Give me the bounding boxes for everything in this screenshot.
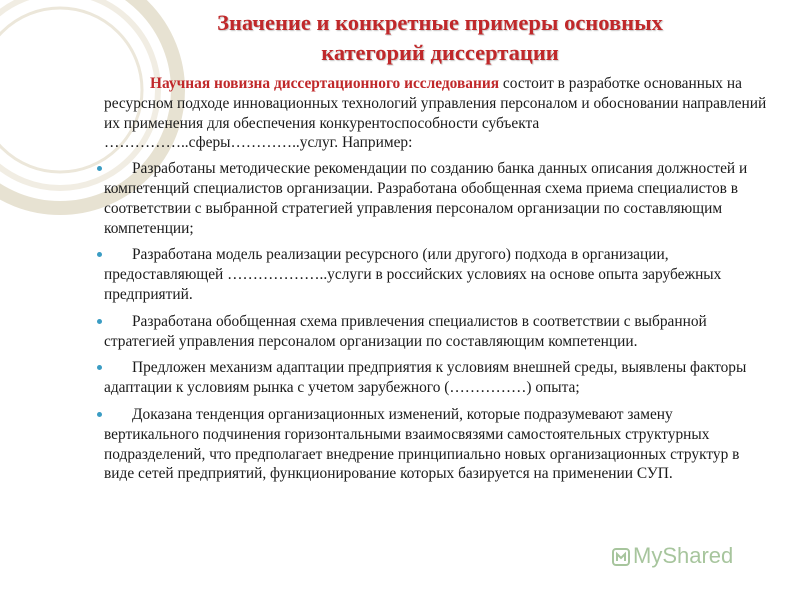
myshared-logo-icon	[612, 548, 630, 566]
list-item	[104, 312, 770, 352]
page-title	[120, 8, 760, 68]
title-line-1: Значение и конкретные примеры основных	[217, 10, 663, 35]
list-item-text: Разработана модель реализации ресурсного (или другого) подхода в организации, предоставляющей ………………..услуги в российских условиях на основе опыта зарубежных предприятий.	[104, 246, 722, 303]
watermark-text: MyShared	[633, 543, 734, 568]
intro-text: состоит в разработке основанных на ресурсном подходе инновационных технологий управления персоналом и обосновании направлений их применения для обеспечения конкурентоспособности субъекта ……………..сферы…………..услуг. Например:	[104, 75, 767, 152]
list-item	[104, 245, 770, 304]
watermark	[612, 543, 733, 569]
list-item	[104, 159, 770, 238]
bullet-icon	[97, 252, 102, 257]
examples-list	[104, 159, 770, 484]
list-item-text: Предложен механизм адаптации предприятия к условиям внешней среды, выявлены факторы адаптации к условиям рынка с учетом зарубежного (……………) опыта;	[104, 359, 747, 397]
list-item	[104, 358, 770, 398]
intro-lead: Научная новизна диссертационного исследования	[150, 75, 500, 92]
intro-paragraph	[104, 74, 770, 153]
bullet-icon	[97, 319, 102, 324]
list-item-text: Доказана тенденция организационных изменений, которые подразумевают замену вертикального подчинения горизонтальными взаимосвязями самостоятельных структурных подразделений, что предполагает внедрение принципиально новых организационных структур в виде сетей предприятий, функционирование которых базируется на применении СУП.	[104, 405, 740, 483]
list-item	[104, 405, 770, 484]
bullet-icon	[97, 412, 102, 417]
title-line-2: категорий диссертации	[321, 40, 559, 65]
bullet-icon	[97, 166, 102, 171]
list-item-text: Разработана обобщенная схема привлечения специалистов в соответствии с выбранной стратегией управления персоналом организации по составляющим компетенции.	[104, 312, 707, 350]
bullet-icon	[97, 365, 102, 370]
slide-body	[104, 74, 770, 491]
list-item-text: Разработаны методические рекомендации по созданию банка данных описания должностей и компетенций специалистов организации. Разработана обобщенная схема приема специалистов в соответствии с выбранной стратегией управления персоналом организации по составляющим компетенции;	[104, 160, 748, 237]
